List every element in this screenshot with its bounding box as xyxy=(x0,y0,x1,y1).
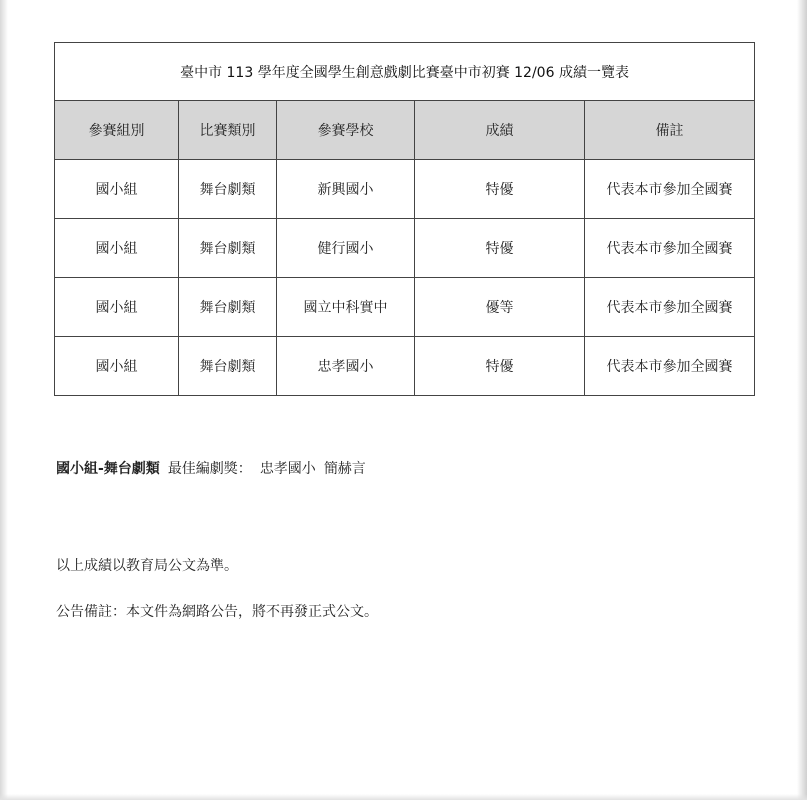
award-school: 忠孝國小 xyxy=(259,461,316,477)
header-remarks: 備註 xyxy=(585,101,755,160)
award-person: 簡赫言 xyxy=(323,461,366,477)
header-result: 成績 xyxy=(415,101,585,160)
cell-result: 優等 xyxy=(415,278,585,337)
cell-remarks: 代表本市參加全國賽 xyxy=(585,278,755,337)
cell-category: 舞台劇類 xyxy=(179,337,277,396)
award-name: 最佳編劇獎： xyxy=(167,461,252,477)
cell-category: 舞台劇類 xyxy=(179,278,277,337)
table-title: 臺中市 113 學年度全國學生創意戲劇比賽臺中市初賽 12/06 成績一覽表 xyxy=(55,43,755,101)
table-row xyxy=(55,337,755,396)
best-script-award-note xyxy=(56,458,366,478)
header-division: 參賽組別 xyxy=(55,101,179,160)
cell-remarks: 代表本市參加全國賽 xyxy=(585,160,755,219)
cell-category: 舞台劇類 xyxy=(179,160,277,219)
page-edge-right xyxy=(797,0,807,800)
header-school: 參賽學校 xyxy=(277,101,415,160)
announcement-note: 公告備註：本文件為網路公告，將不再發正式公文。 xyxy=(56,604,378,620)
cell-school: 健行國小 xyxy=(277,219,415,278)
cell-remarks: 代表本市參加全國賽 xyxy=(585,337,755,396)
cell-school: 國立中科實中 xyxy=(277,278,415,337)
cell-result: 特優 xyxy=(415,160,585,219)
cell-school: 新興國小 xyxy=(277,160,415,219)
cell-division: 國小組 xyxy=(55,160,179,219)
cell-division: 國小組 xyxy=(55,337,179,396)
page-edge-bottom xyxy=(0,794,807,800)
page-edge-left xyxy=(0,0,8,800)
results-table xyxy=(54,42,755,396)
cell-result: 特優 xyxy=(415,337,585,396)
cell-result: 特優 xyxy=(415,219,585,278)
table-header-row xyxy=(55,101,755,160)
table-title-row xyxy=(55,43,755,101)
cell-division: 國小組 xyxy=(55,278,179,337)
award-category: 國小組-舞台劇類 xyxy=(56,461,160,477)
table-row xyxy=(55,219,755,278)
cell-school: 忠孝國小 xyxy=(277,337,415,396)
cell-division: 國小組 xyxy=(55,219,179,278)
header-category: 比賽類別 xyxy=(179,101,277,160)
table-row xyxy=(55,278,755,337)
table-row xyxy=(55,160,755,219)
results-basis-note: 以上成績以教育局公文為準。 xyxy=(56,558,238,574)
cell-category: 舞台劇類 xyxy=(179,219,277,278)
cell-remarks: 代表本市參加全國賽 xyxy=(585,219,755,278)
